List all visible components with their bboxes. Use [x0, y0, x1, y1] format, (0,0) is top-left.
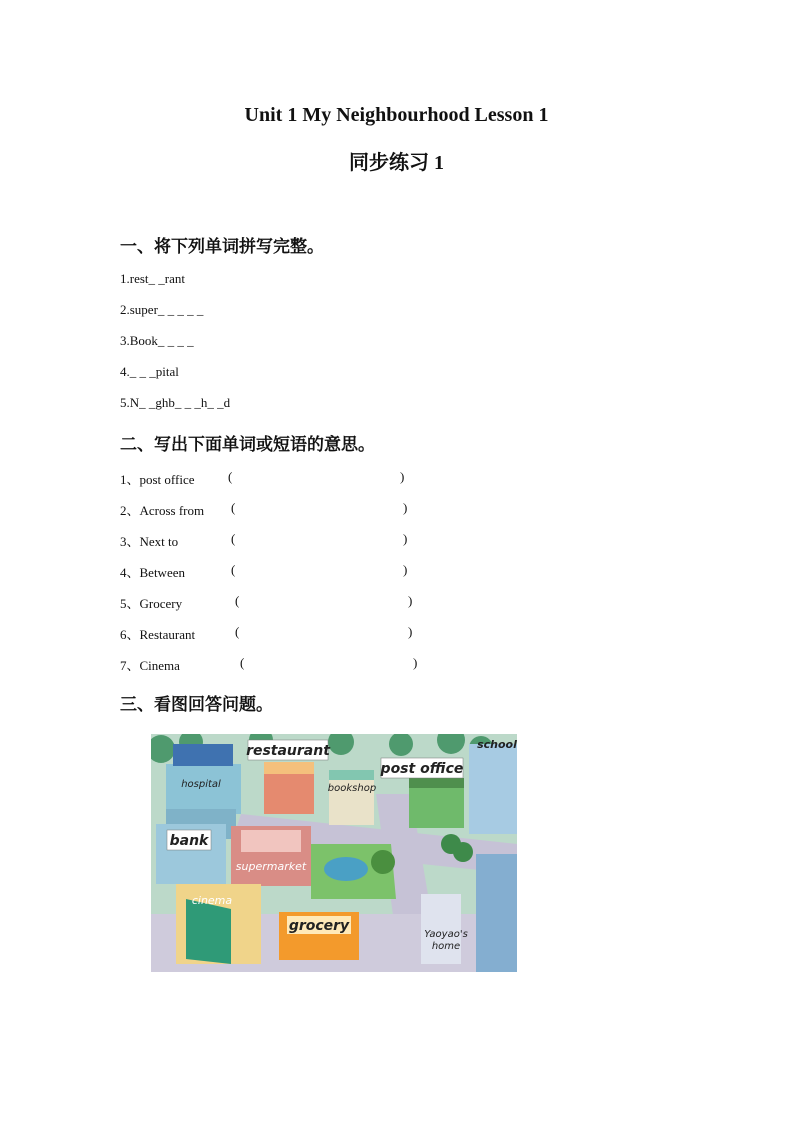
meaning-term-1: 1、post office	[120, 472, 195, 487]
section1-heading: 一、将下列单词拼写完整。	[120, 237, 324, 257]
answer-open-paren-4: (	[231, 562, 236, 577]
answer-close-paren-7: )	[413, 655, 418, 670]
meaning-term-2: 2、Across from	[120, 503, 205, 518]
map-label-cinema: cinema	[191, 894, 233, 907]
spelling-item-2: 2.super_ _ _ _ _	[120, 302, 204, 317]
meaning-term-3: 3、Next to	[120, 534, 179, 549]
map-label-bank: bank	[169, 833, 209, 849]
page-subtitle: 同步练习 1	[349, 152, 444, 174]
neighbourhood-map	[151, 734, 517, 972]
page-title: Unit 1 My Neighbourhood Lesson 1	[244, 104, 549, 126]
answer-close-paren-1: )	[400, 469, 405, 484]
map-label-restaurant: restaurant	[246, 743, 330, 759]
section2-heading: 二、写出下面单词或短语的意思。	[120, 435, 375, 455]
map-label-post-office: post office	[380, 761, 464, 777]
spelling-item-3: 3.Book_ _ _ _	[120, 333, 194, 348]
section3-heading: 三、看图回答问题。	[120, 695, 273, 715]
meaning-term-7: 7、Cinema	[120, 658, 180, 673]
map-label-hospital: hospital	[181, 779, 221, 790]
spelling-item-1: 1.rest_ _rant	[120, 271, 185, 286]
answer-open-paren-5: (	[235, 593, 240, 608]
meaning-term-5: 5、Grocery	[120, 596, 183, 611]
answer-close-paren-4: )	[403, 562, 408, 577]
spelling-item-5: 5.N_ _ghb_ _ _h_ _d	[120, 395, 231, 410]
answer-open-paren-6: (	[235, 624, 240, 639]
map-label-grocery: grocery	[288, 918, 350, 934]
answer-open-paren-2: (	[231, 500, 236, 515]
answer-open-paren-1: (	[228, 469, 233, 484]
answer-close-paren-3: )	[403, 531, 408, 546]
spelling-item-4: 4._ _ _pital	[120, 364, 179, 379]
meaning-term-4: 4、Between	[120, 565, 185, 580]
answer-close-paren-5: )	[408, 593, 413, 608]
map-label-supermarket: supermarket	[235, 860, 307, 873]
answer-close-paren-6: )	[408, 624, 413, 639]
map-label-home-line1: Yaoyao's	[424, 929, 468, 940]
answer-close-paren-2: )	[403, 500, 408, 515]
answer-open-paren-7: (	[240, 655, 245, 670]
map-label-school: school	[477, 738, 517, 751]
map-label-bookshop: bookshop	[327, 783, 377, 794]
answer-open-paren-3: (	[231, 531, 236, 546]
map-label-home-line2: home	[431, 941, 461, 952]
meaning-term-6: 6、Restaurant	[120, 627, 196, 642]
